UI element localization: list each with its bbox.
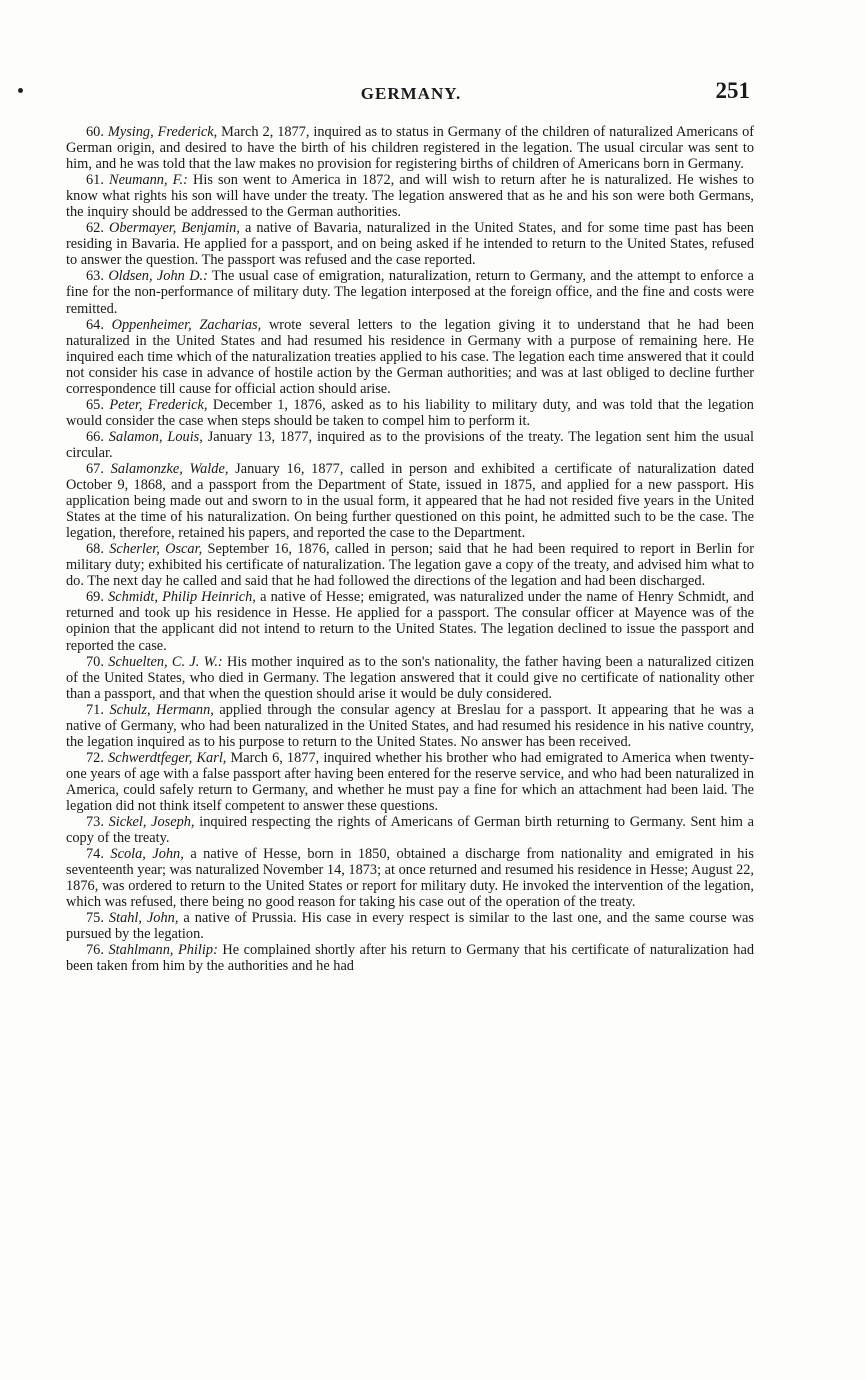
entry-name: Salamonzke, Walde, [110,460,229,477]
entry [66,942,754,974]
entry-text: January 16, 1877, called in person and exhibited a certificate of naturalization dated October 9, 1868, and a passport from the Department of State, issued in 1875, and applied for a new passport. His application being made out and sworn to in the usual form, it appeared that he had not resided five years in the United States at the time of his naturalization. On being further questioned on this point, he admitted such to be the case. The legation, therefore, retained his papers, and reported the case to the Department. [66,460,754,542]
entry-number: 61. [86,172,104,189]
entry [66,397,754,429]
page-number: 251 [715,78,750,103]
entry-number: 73. [86,814,104,831]
entry-text: December 1, 1876, asked as to his liability to military duty, and was told that the legation would consider the case when steps should be taken to compel him to perform it. [66,396,754,429]
entry [66,268,754,316]
entry-text: His son went to America in 1872, and will wish to return after he is naturalized. He wishes to know what rights his son will have under the treaty. The legation answered that as he and his son were both Germans, the inquiry should be addressed to the German authorities. [66,172,754,221]
entry-name: Stahlmann, Philip: [108,942,218,959]
entry-number: 68. [86,541,104,558]
entry [66,702,754,750]
entry-number: 64. [86,316,104,333]
entry-name: Oldsen, John D.: [108,268,208,285]
entry-name: Neumann, F.: [109,172,188,189]
entry [66,317,754,397]
entry [66,429,754,461]
entry-text: a native of Prussia. His case in every respect is similar to the last one, and the same course was pursued by the legation. [66,910,754,943]
entry-text: March 2, 1877, inquired as to status in Germany of the children of naturalized Americans of German origin, and desired to have the birth of his children registered in the legation. The usual circular was sent to him, and he was told that the law makes no provision for registering births of children of Americans born in Germany. [66,124,755,173]
entry-number: 66. [86,428,104,445]
entry [66,541,754,589]
entry-number: 74. [86,846,104,863]
entry-text: He complained shortly after his return to Germany that his certificate of naturalization had been taken from him by the authorities and he had [66,942,754,975]
entry [66,750,754,814]
entry-number: 65. [86,396,104,413]
entry-text: inquired respecting the rights of Americans of German birth returning to Germany. Sent him a copy of the treaty. [66,814,754,847]
entry-number: 70. [86,653,104,670]
entry [66,654,754,702]
entry-name: Scherler, Oscar, [109,541,203,558]
entry [66,461,754,541]
entry [66,814,754,846]
entry-name: Schuelten, C. J. W.: [108,653,223,670]
entry-name: Schmidt, Philip Heinrich, [108,589,256,606]
entries-body [66,124,754,974]
entry-number: 75. [86,910,104,927]
entry-number: 69. [86,589,104,606]
entry-text: a native of Bavaria, naturalized in the United States, and for some time past has been residing in Bavaria. He applied for a passport, and on being asked if he intended to return to the United States, refused to answer the question. The passport was refused and the case reported. [66,220,754,269]
entry-name: Schulz, Hermann, [109,701,214,718]
entry-text: a native of Hesse; emigrated, was naturalized under the name of Henry Schmidt, and returned and took up his residence in Hesse. He applied for a passport. The consular officer at Mayence was of the opinion that the applicant did not intend to return to the United States. The legation declined to issue the passport and reported the case. [66,589,754,654]
entry-text: September 16, 1876, called in person; said that he had been required to report in Berlin for military duty; exhibited his certificate of naturalization. The legation gave a copy of the treaty, and advised him what to do. The next day he called and said that he had followed the directions of the legation and had been discharged. [66,541,755,590]
entry-name: Mysing, Frederick, [107,124,218,140]
entry-name: Oppenheimer, Zacharias, [111,316,262,333]
entry-name: Scola, John, [110,846,184,863]
entry-text: His mother inquired as to the son's nationality, the father having been a naturalized citizen of the United States, who died in Germany. The legation answered that it could give no certificate of nationality other than a passport, and that when the question should arise it would be duly considered. [66,653,755,702]
entry-text: applied through the consular agency at Breslau for a passport. It appearing that he was a native of Germany, who had been naturalized in the United States, and had resumed his residence in his native country, the legation inquired as to his purpose to return to the United States. No answer has been received. [66,701,754,750]
entry-text: The usual case of emigration, naturalization, return to Germany, and the attempt to enforce a fine for the non-performance of military duty. The legation interposed at the foreign office, and the fine and costs were remitted. [66,268,754,317]
entry-number: 63. [86,268,104,285]
entry-number: 76. [86,942,104,959]
entry [66,589,754,653]
entry [66,124,754,172]
entry-text: a native of Hesse, born in 1850, obtained a discharge from nationality and emigrated in his seventeenth year; was naturalized November 14, 1873; at once returned and resumed his residence in Hesse; August 22, 1876, was ordered to return to the United States or report for military duty. He invoked the intervention of the legation, which was refused, there being no good reason for taking his case out of the operation of the treaty. [66,846,754,911]
entry [66,220,754,268]
entry-number: 60. [86,124,104,140]
entry-name: Schwerdtfeger, Karl, [108,749,227,766]
page-title: GERMANY. [360,84,462,103]
entry [66,910,754,942]
entry-text: wrote several letters to the legation giving it to understand that he had been naturalized in the United States and had resumed his residence in Germany with a purpose of remaining here. He inquired each time which of the naturalization treaties applied to his case. The legation each time answered that it could not consider his case in advance of hostile action by the German authorities; and was at last obliged to decline further correspondence till cause for official action should arise. [66,316,754,397]
entry-text: March 6, 1877, inquired whether his brother who had emigrated to America when twenty-one years of age with a false passport after having been entered for the reserve service, and who had been naturalized in America, could safely return to Germany, and whether he must pay a fine for which an attachment had been laid. The legation did not think itself competent to answer these questions. [66,749,754,814]
running-header [66,78,756,112]
entry-name: Salamon, Louis, [108,428,203,445]
margin-mark [18,88,23,93]
entry-name: Sickel, Joseph, [108,814,195,831]
entry-number: 67. [86,460,104,477]
entry-text: January 13, 1877, inquired as to the provisions of the treaty. The legation sent him the usual circular. [66,428,754,461]
entry [66,172,754,220]
entry-number: 62. [86,220,104,237]
entry-name: Stahl, John, [108,910,179,927]
entry [66,846,754,910]
entry-name: Obermayer, Benjamin, [108,220,240,237]
entry-name: Peter, Frederick, [109,396,208,413]
entry-number: 71. [86,701,104,718]
entry-number: 72. [86,749,104,766]
